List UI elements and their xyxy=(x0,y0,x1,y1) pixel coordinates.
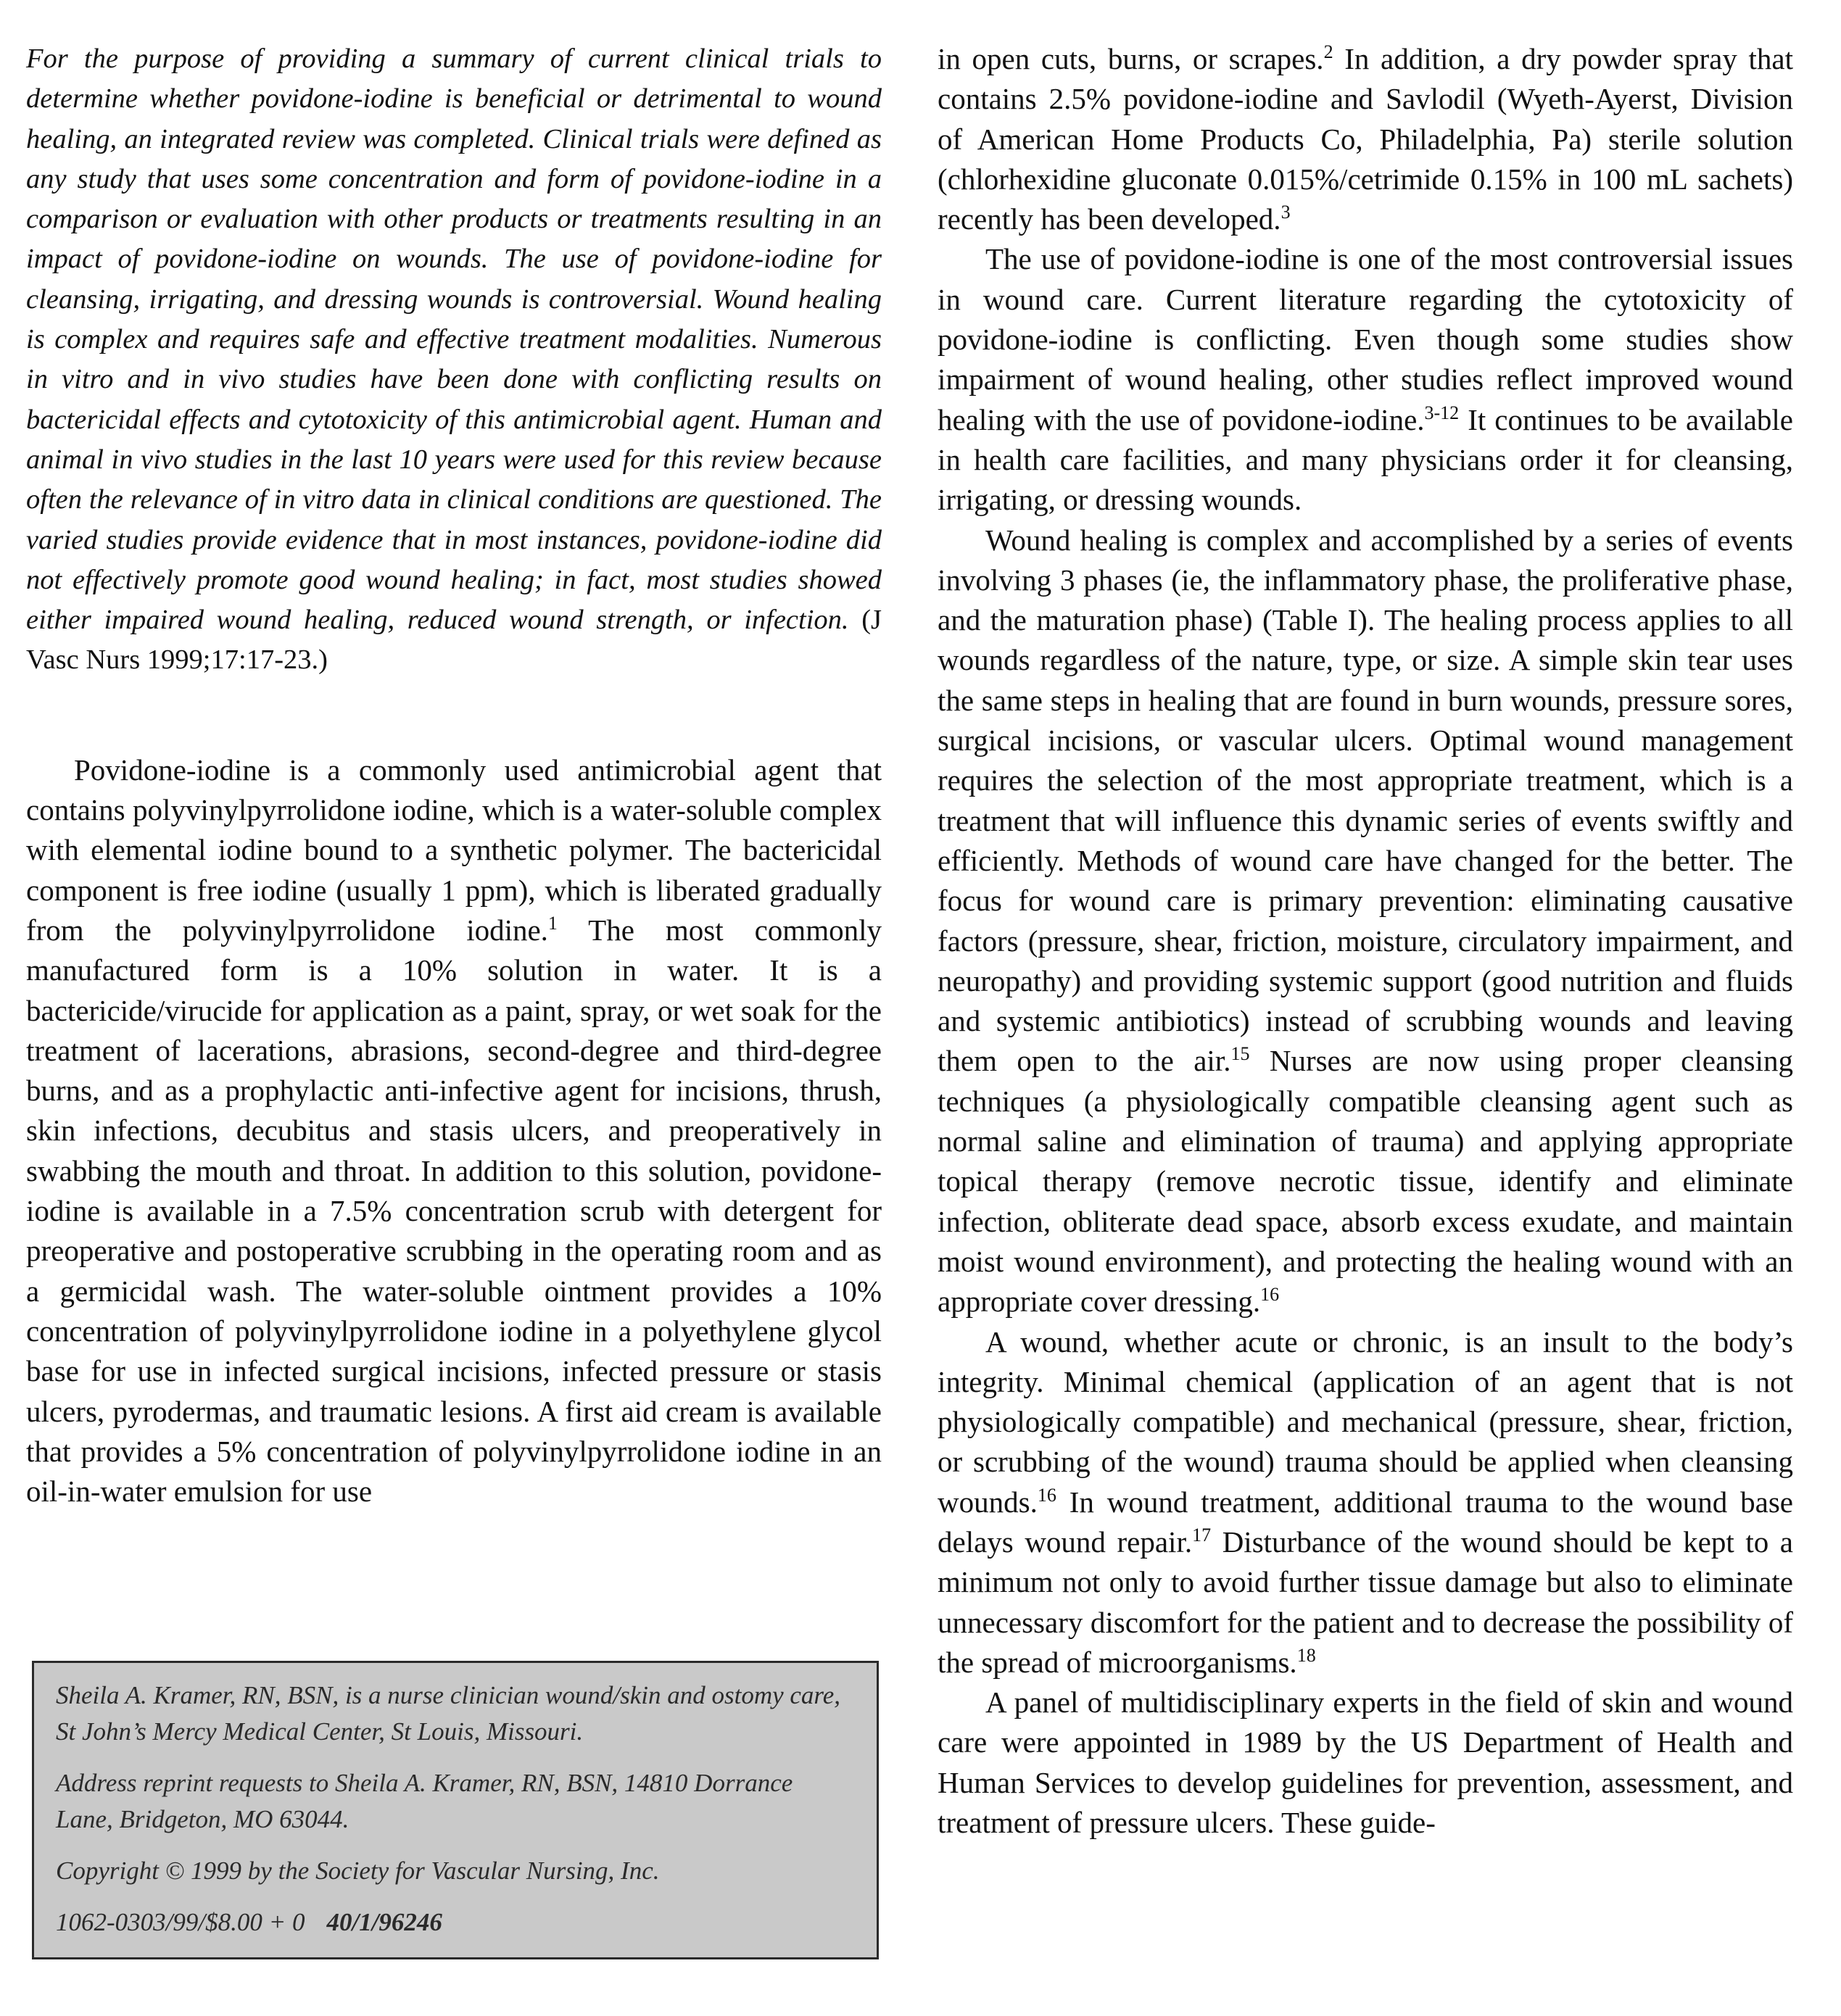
paragraph-2-text-a: The use of povidone-iodine is one of the most controversial issues in wound care. Current literature regarding the cytotoxicity of povidone-iodine is conflicting. Even though some studies show impairment of wound healing, other studies reflect improved wound healing with the use of povidone-iodine. xyxy=(938,242,1793,436)
article-code-number: 1062-0303/99/$8.00 + 0 xyxy=(56,1908,305,1936)
paragraph-1 xyxy=(26,750,882,1512)
abstract-text: For the purpose of providing a summary of current clinical trials to determine whether povidone-iodine is beneficial or detrimental to wound healing, an integrated review was completed. Clinical trials were defined as any study that uses some concentration and form of povidone-iodine in a comparison or evaluation with other products or treatments resulting in an impact of povidone-iodine on wounds. The use of povidone-iodine for cleansing, irrigating, and dressing wounds is controversial. Wound healing is complex and requires safe and effective treatment modalities. Numerous in vitro and in vivo studies have been done with conflicting results on bactericidal effects and cytotoxicity of this antimicrobial agent. Human and animal in vivo studies in the last 10 years were used for this review because often the relevance of in vitro data in clinical conditions are questioned. The varied studies provide evidence that in most instances, povidone-iodine did not effectively promote good wound healing; in fact, most studies showed either impaired wound healing, reduced wound strength, or infection. xyxy=(26,43,882,636)
article-code xyxy=(56,1904,855,1941)
abstract xyxy=(26,39,882,681)
paragraph-4-text-a: A wound, whether acute or chronic, is an insult to the body’s integrity. Minimal chemical (application of an agent that is not physiologically compatible) and mechanical (pressure, shear, friction, or scrubbing of the wound) trauma should be applied when cleansing wounds. xyxy=(938,1324,1793,1519)
author-affiliation: Sheila A. Kramer, RN, BSN, is a nurse clinician wound/skin and ostomy care, St John’s Mercy Medical Center, St Louis, Missouri. xyxy=(56,1681,841,1746)
paragraph-1-text-a: Povidone-iodine is a commonly used antimicrobial agent that contains polyvinylpyrrolidone iodine, which is a water-soluble complex with elemental iodine bound to a synthetic polymer. The bactericidal component is free iodine (usually 1 ppm), which is liberated gradually from the polyvinylpyrrolidone iodine. xyxy=(26,752,882,947)
paragraph-3-text-b: Nurses are now using proper cleansing techniques (a physiologically compatible cleansing agent such as normal saline and elimination of trauma) and applying appropriate topical therapy (remove necrotic tissue, identify and eliminate infection, obliterate dead space, absorb excess exudate, and maintain moist wound environment), and protecting the healing wound with an appropriate cover dressing. xyxy=(938,1044,1793,1319)
reference-marker: 2 xyxy=(1323,41,1333,62)
reference-marker: 17 xyxy=(1192,1524,1212,1546)
reference-marker: 3 xyxy=(1281,202,1291,223)
paragraph-2-text-b: It continues to be available in health care facilities, and many physicians order it for cleansing, irrigating, or dressing wounds. xyxy=(938,402,1793,517)
reference-marker: 3-12 xyxy=(1424,402,1460,423)
reference-marker: 18 xyxy=(1296,1644,1316,1666)
right-column xyxy=(938,39,1793,1843)
paragraph-1-text-c: in open cuts, burns, or scrapes. xyxy=(938,42,1324,75)
left-column xyxy=(26,39,882,1511)
reference-marker: 15 xyxy=(1230,1043,1250,1065)
paragraph-2 xyxy=(938,239,1793,520)
reprint-address: Address reprint requests to Sheila A. Kramer, RN, BSN, 14810 Dorrance Lane, Bridgeton, MO 63044. xyxy=(56,1769,793,1833)
paragraph-4-text-b: In wound treatment, additional trauma to the wound base delays wound repair. xyxy=(938,1485,1793,1559)
article-code-id: 40/1/96246 xyxy=(326,1908,442,1936)
paragraph-1-text-b: The most commonly manufactured form is a 10% solution in water. It is a bactericide/virucide for application as a paint, spray, or wet soak for the treatment of lacerations, abrasions, second-degree and third-degree burns, and as a prophylactic anti-infective agent for incisions, thrush, skin infections, decubitus and stasis ulcers, and preoperatively in swabbing the mouth and throat. In addition to this solution, povidone-iodine is available in a 7.5% concentration scrub with detergent for preoperative and postoperative scrubbing in the operating room and as a germicidal wash. The water-soluble ointment provides a 10% concentration of polyvinylpyrrolidone iodine in a polyethylene glycol base for use in infected surgical incisions, infected pressure or stasis ulcers, pyrodermas, and traumatic lesions. A first aid cream is available that provides a 5% concentration of polyvinylpyrrolidone iodine in an oil-in-water emulsion for use xyxy=(26,913,882,1509)
paragraph-4-text-c: Disturbance of the wound should be kept to a minimum not only to avoid further tissue damage but also to eliminate unnecessary discomfort for the patient and to decrease the possibility of the spread of microorganisms. xyxy=(938,1525,1794,1679)
paragraph-5: A panel of multidisciplinary experts in the field of skin and wound care were appointed in 1989 by the US Department of Health and Human Services to develop guidelines for prevention, assessment, and treatment of pressure ulcers. These guide- xyxy=(938,1685,1793,1840)
paragraph-3 xyxy=(938,520,1793,1322)
abstract-citation: (J Vasc Nurs 1999;17:17-23.) xyxy=(26,605,882,676)
paragraph-3-text-a: Wound healing is complex and accomplished by a series of events involving 3 phases (ie, the inflammatory phase, the proliferative phase, and the maturation phase) (Table I). The healing process applies to all wounds regardless of the nature, type, or size. A simple skin tear uses the same steps in healing that are found in burn wounds, pressure sores, surgical incisions, or vascular ulcers. Optimal wound management requires the selection of the most appropriate treatment, which is a treatment that will influence this dynamic series of events swiftly and efficiently. Methods of wound care have changed for the better. The focus for wound care is primary prevention: eliminating causative factors (pressure, shear, friction, moisture, circulatory impairment, and neuropathy) and providing systemic support (good nutrition and fluids and systemic antibiotics) instead of scrubbing wounds and leaving them open to the air. xyxy=(938,523,1793,1078)
section-gap xyxy=(26,681,882,750)
copyright-notice: Copyright © 1999 by the Society for Vascular Nursing, Inc. xyxy=(56,1857,660,1885)
reference-marker: 16 xyxy=(1037,1484,1056,1506)
paragraph-4 xyxy=(938,1322,1793,1683)
reference-marker: 16 xyxy=(1260,1284,1280,1306)
author-info-box xyxy=(32,1661,879,1959)
paragraph-1-text-d: In addition, a dry powder spray that contains 2.5% povidone-iodine and Savlodil (Wyeth-Ayerst, Division of American Home Products Co, Philadelphia, Pa) sterile solution (chlorhexidine gluconate 0.015%/cetrimide 0.15% in 100 mL sachets) recently has been developed. xyxy=(938,42,1793,236)
paragraph-1-continued xyxy=(938,39,1793,239)
reference-marker: 1 xyxy=(547,912,558,934)
